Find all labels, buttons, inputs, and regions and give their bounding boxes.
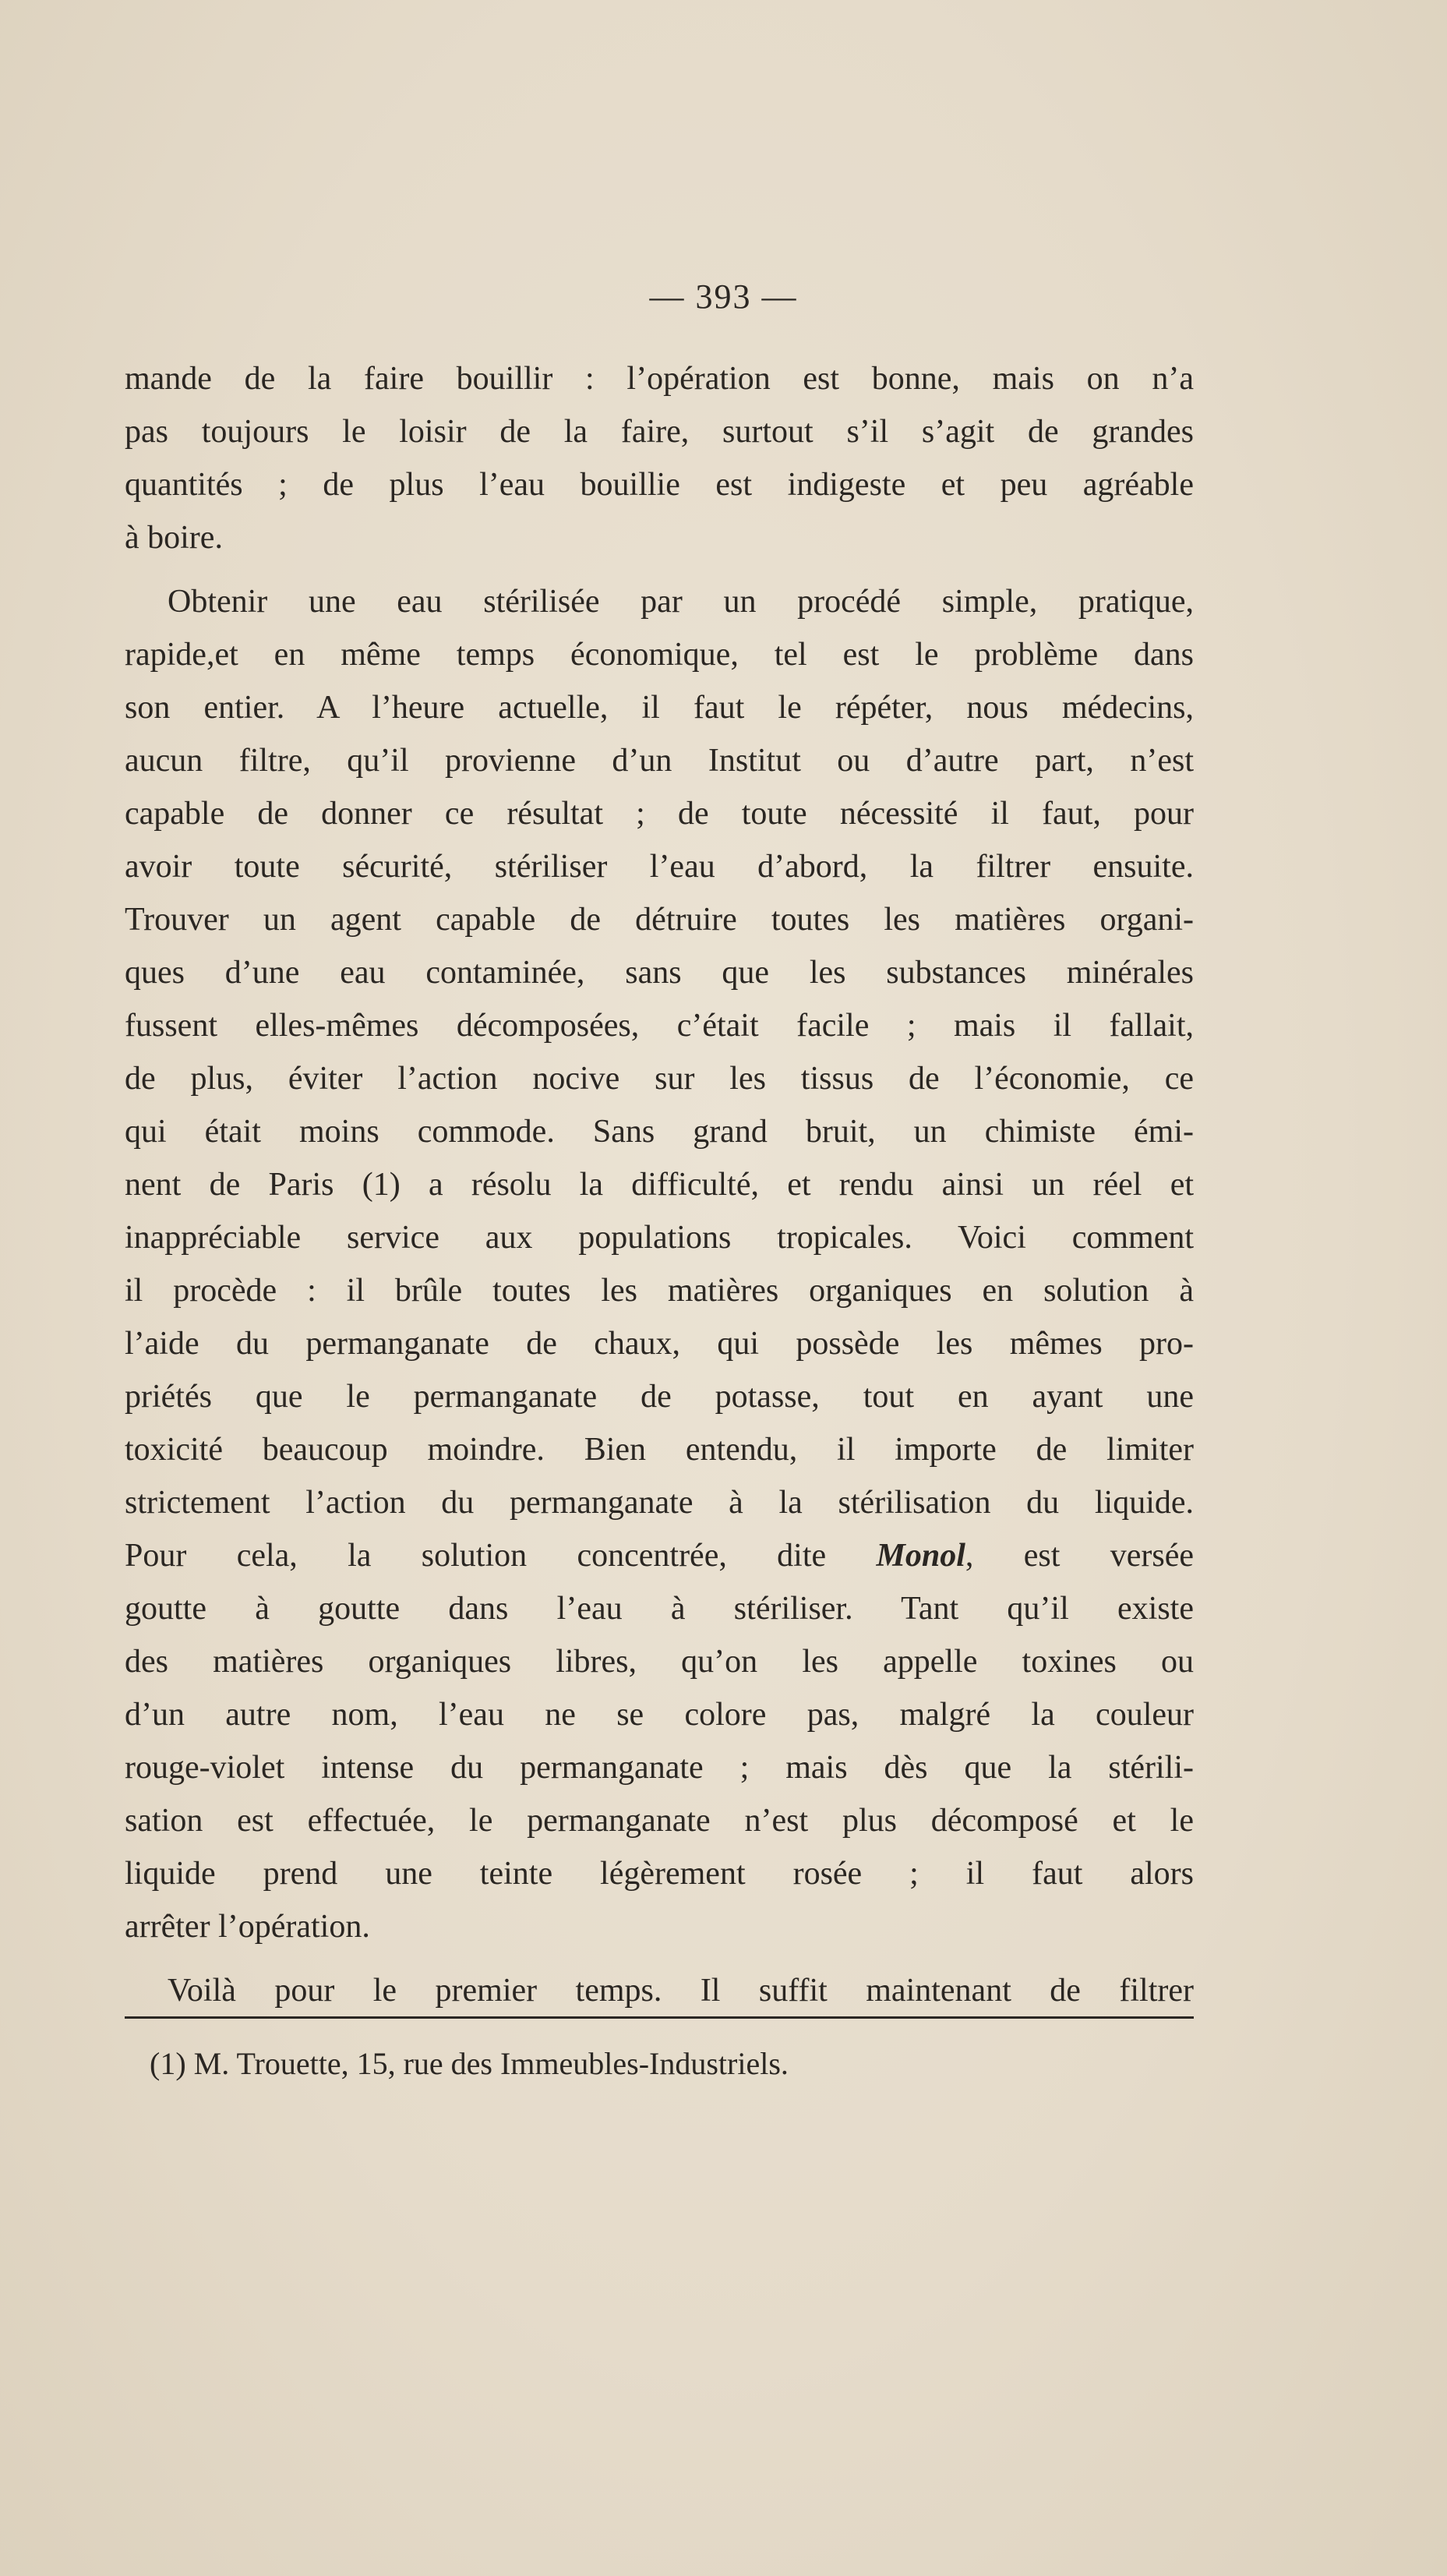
text-line: de plus, éviter l’action nocive sur les tissus de l’économie, ce — [125, 1061, 1194, 1097]
text-line: il procède : il brûle toutes les matières organiques en solution à — [125, 1273, 1194, 1309]
text-line: strictement l’action du permanganate à la stérilisation du liquide. — [125, 1485, 1194, 1521]
text-line: nent de Paris (1) a résolu la difficulté, et rendu ainsi un réel et — [125, 1167, 1194, 1203]
text-line: goutte à goutte dans l’eau à stériliser. Tant qu’il existe — [125, 1591, 1194, 1627]
text-line: arrêter l’opération. — [125, 1909, 370, 1945]
text-line: pas toujours le loisir de la faire, surtout s’il s’agit de grandes — [125, 414, 1194, 450]
text-line: Voilà pour le premier temps. Il suffit maintenant de filtrer — [168, 1973, 1194, 2009]
footnote-divider — [125, 2016, 1194, 2019]
footnote-marker: (1) — [150, 2046, 186, 2081]
text-line: rouge-violet intense du permanganate ; mais dès que la stérili- — [125, 1750, 1194, 1786]
text-line: à boire. — [125, 520, 223, 556]
footnote — [150, 2045, 789, 2082]
footnote-text: M. Trouette, 15, rue des Immeubles-Industriels. — [193, 2046, 789, 2081]
text-line: ques d’une eau contaminée, sans que les substances minérales — [125, 955, 1194, 991]
text-line: sation est effectuée, le permanganate n’est plus décomposé et le — [125, 1803, 1194, 1839]
text-line: quantités ; de plus l’eau bouillie est indigeste et peu agréable — [125, 467, 1194, 503]
text-line-with-italic: Pour cela, la solution concentrée, dite Monol, est versée — [125, 1538, 1194, 1574]
text-line: son entier. A l’heure actuelle, il faut le répéter, nous médecins, — [125, 690, 1194, 726]
text-line: Trouver un agent capable de détruire toutes les matières organi- — [125, 902, 1194, 938]
text-line: rapide,et en même temps économique, tel est le problème dans — [125, 637, 1194, 673]
text-line: d’un autre nom, l’eau ne se colore pas, malgré la couleur — [125, 1697, 1194, 1733]
text-line: Obtenir une eau stérilisée par un procédé simple, pratique, — [168, 584, 1194, 620]
text-line: qui était moins commode. Sans grand bruit, un chimiste émi- — [125, 1114, 1194, 1150]
text-line: des matières organiques libres, qu’on les appelle toxines ou — [125, 1644, 1194, 1680]
text-line: toxicité beaucoup moindre. Bien entendu, il importe de limiter — [125, 1432, 1194, 1468]
text-line: priétés que le permanganate de potasse, tout en ayant une — [125, 1379, 1194, 1415]
text-line: fussent elles-mêmes décomposées, c’était facile ; mais il fallait, — [125, 1008, 1194, 1044]
italic-term: Monol — [876, 1538, 965, 1574]
text-line: mande de la faire bouillir : l’opération est bonne, mais on n’a — [125, 361, 1194, 397]
page-number: — 393 — — [649, 277, 798, 316]
text-line: avoir toute sécurité, stériliser l’eau d’abord, la filtrer ensuite. — [125, 849, 1194, 885]
text-line: l’aide du permanganate de chaux, qui possède les mêmes pro- — [125, 1326, 1194, 1362]
text-line: inappréciable service aux populations tropicales. Voici comment — [125, 1220, 1194, 1256]
text-line: aucun filtre, qu’il provienne d’un Institut ou d’autre part, n’est — [125, 743, 1194, 779]
text-line: liquide prend une teinte légèrement rosée ; il faut alors — [125, 1856, 1194, 1892]
body-text — [125, 352, 1194, 2017]
text-line: capable de donner ce résultat ; de toute nécessité il faut, pour — [125, 796, 1194, 832]
